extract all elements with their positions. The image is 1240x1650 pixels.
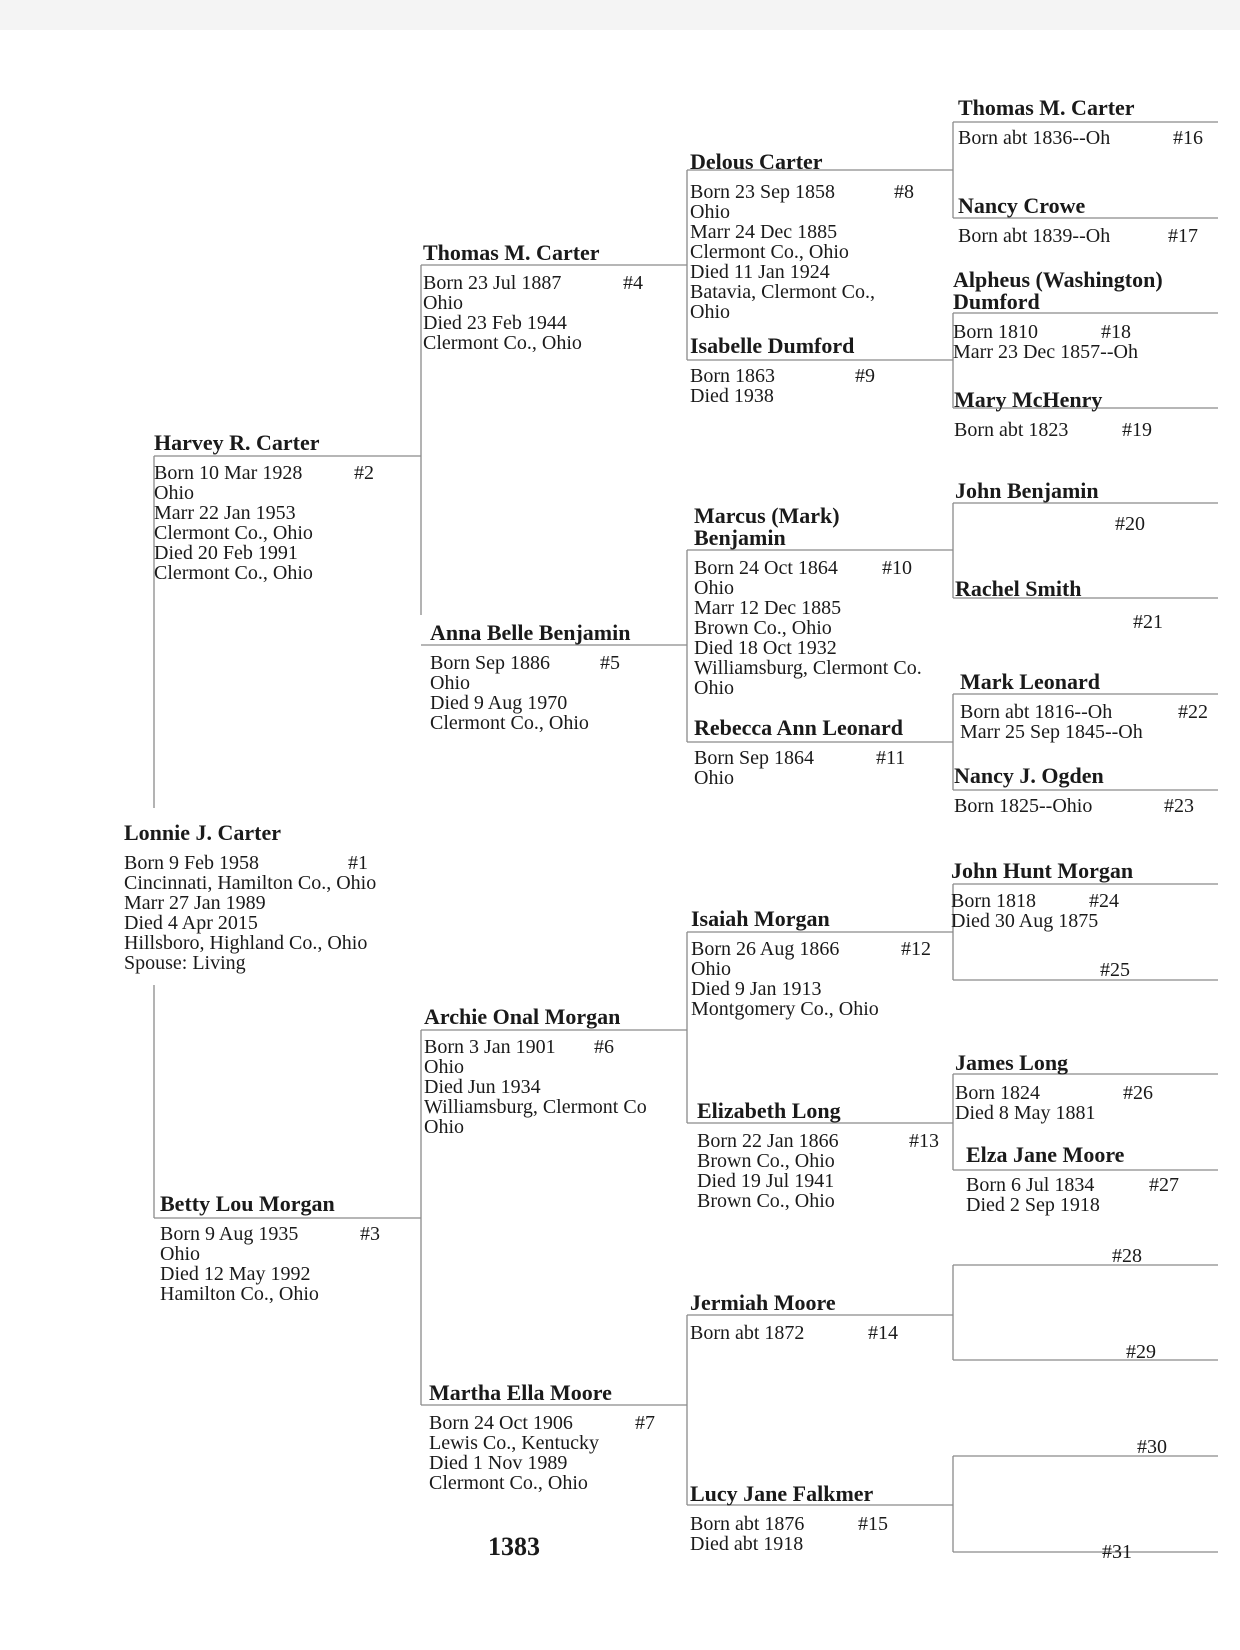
detail-line: Ohio: [160, 1243, 200, 1265]
ahnentafel-number: #25: [1100, 959, 1130, 981]
person-name: Nancy Crowe: [958, 193, 1086, 218]
detail-line: Died 8 May 1881: [955, 1102, 1096, 1124]
detail-line: Died 1 Nov 1989: [429, 1452, 568, 1474]
person-name: Mary McHenry: [954, 387, 1103, 412]
ahnentafel-number: #1: [348, 852, 368, 874]
detail-line: Died 2 Sep 1918: [966, 1194, 1100, 1216]
detail-line: Died 18 Oct 1932: [694, 637, 837, 659]
detail-line: Died 4 Apr 2015: [124, 912, 258, 934]
ahnentafel-number: #28: [1112, 1245, 1142, 1267]
detail-line: Williamsburg, Clermont Co.: [694, 657, 922, 679]
ahnentafel-number: #26: [1123, 1082, 1153, 1104]
person-22: [960, 669, 1208, 743]
detail-line: Clermont Co., Ohio: [690, 241, 849, 263]
person-details: [694, 747, 906, 789]
detail-line: Ohio: [430, 672, 470, 694]
detail-line: Born 9 Aug 1935: [160, 1223, 299, 1245]
person-details: [690, 1513, 888, 1555]
person-details: [691, 938, 931, 1020]
ahnentafel-number: #16: [1173, 127, 1203, 149]
person-name: Isaiah Morgan: [691, 906, 830, 931]
ahnentafel-number: #29: [1126, 1341, 1156, 1363]
ahnentafel-number: #22: [1178, 701, 1208, 723]
detail-line: Died 9 Aug 1970: [430, 692, 568, 714]
ahnentafel-number: #17: [1168, 225, 1198, 247]
detail-line: Born 26 Aug 1866: [691, 938, 840, 960]
detail-line: Died 23 Feb 1944: [423, 312, 567, 334]
person-8: [690, 149, 914, 323]
person-26: [955, 1050, 1153, 1124]
detail-line: Marr 22 Jan 1953: [154, 502, 296, 524]
detail-line: Lewis Co., Kentucky: [429, 1432, 599, 1454]
person-27: [966, 1142, 1179, 1216]
person-name: Elza Jane Moore: [966, 1142, 1125, 1167]
ahnentafel-number: #4: [623, 272, 643, 294]
ahnentafel-number: #18: [1101, 321, 1131, 343]
person-16: [958, 95, 1203, 149]
ahnentafel-number: #10: [882, 557, 912, 579]
ahnentafel-number: #8: [894, 181, 914, 203]
person-details: [430, 653, 630, 733]
person-details: [955, 1082, 1153, 1124]
detail-line: Cincinnati, Hamilton Co., Ohio: [124, 872, 377, 894]
person-name: Lucy Jane Falkmer: [690, 1481, 874, 1506]
detail-line: Died Jun 1934: [424, 1076, 541, 1098]
detail-line: Died 12 May 1992: [160, 1263, 311, 1285]
person-name: James Long: [955, 1050, 1069, 1075]
person-3: [160, 1191, 380, 1305]
ahnentafel-number: #24: [1089, 890, 1119, 912]
ahnentafel-number: #5: [600, 652, 620, 674]
detail-line: Born 1863: [690, 365, 775, 387]
person-name: Martha Ella Moore: [429, 1380, 612, 1405]
person-2: [154, 430, 374, 584]
detail-line: Brown Co., Ohio: [694, 617, 832, 639]
detail-line: Born abt 1823: [954, 419, 1069, 441]
detail-line: Born abt 1816--Oh: [960, 701, 1113, 723]
detail-line: Marr 24 Dec 1885: [690, 221, 838, 243]
ahnentafel-number: #2: [354, 462, 374, 484]
person-name: Harvey R. Carter: [154, 430, 320, 455]
person-13: [697, 1098, 939, 1212]
person-name: Jermiah Moore: [690, 1290, 836, 1315]
detail-line: Born 24 Oct 1906: [429, 1412, 573, 1434]
person-9: [690, 333, 875, 407]
detail-line: Ohio: [424, 1116, 464, 1138]
person-name: Anna Belle Benjamin: [430, 620, 631, 645]
detail-line: Marr 23 Dec 1857--Oh: [953, 341, 1138, 363]
detail-line: Batavia, Clermont Co.,: [690, 281, 875, 303]
person-7: [429, 1380, 655, 1494]
ahnentafel-number: #15: [858, 1513, 888, 1535]
person-details: [424, 1037, 647, 1137]
person-details: [960, 701, 1208, 743]
detail-line: Marr 12 Dec 1885: [694, 597, 842, 619]
person-details: [423, 272, 643, 354]
detail-line: Ohio: [154, 482, 194, 504]
detail-line: Marr 25 Sep 1845--Oh: [960, 721, 1143, 743]
person-details: [966, 1174, 1179, 1216]
detail-line: Born Sep 1886: [430, 652, 550, 674]
ahnentafel-number: #20: [1115, 513, 1145, 535]
detail-line: Clermont Co., Ohio: [430, 712, 589, 734]
detail-line: Born 1825--Ohio: [954, 795, 1093, 817]
person-name: Delous Carter: [690, 149, 823, 174]
detail-line: Hillsboro, Highland Co., Ohio: [124, 932, 368, 954]
ahnentafel-number: #6: [594, 1036, 614, 1058]
detail-line: Spouse: Living: [124, 952, 246, 974]
detail-line: Born Sep 1864: [694, 747, 814, 769]
person-name: Archie Onal Morgan: [424, 1004, 621, 1029]
person-details: [954, 419, 1152, 441]
person-details: [690, 1322, 898, 1344]
person-12: [691, 906, 931, 1020]
person-name: Elizabeth Long: [697, 1098, 841, 1123]
detail-line: Ohio: [694, 677, 734, 699]
detail-line: Ohio: [424, 1056, 464, 1078]
person-details: [958, 225, 1198, 247]
detail-line: Born abt 1836--Oh: [958, 127, 1111, 149]
person-24: [951, 860, 1133, 931]
person-name: Nancy J. Ogden: [954, 763, 1104, 788]
person-name: Marcus (Mark) Benjamin: [694, 503, 840, 550]
person-4: [423, 240, 643, 354]
person-6: [424, 1006, 647, 1137]
detail-line: Born abt 1876: [690, 1513, 805, 1535]
detail-line: Born 1824: [955, 1082, 1040, 1104]
detail-line: Clermont Co., Ohio: [154, 562, 313, 584]
person-details: [951, 891, 1133, 931]
person-23: [954, 763, 1194, 817]
ahnentafel-number: #27: [1149, 1174, 1179, 1196]
detail-line: Clermont Co., Ohio: [429, 1472, 588, 1494]
detail-line: Died 20 Feb 1991: [154, 542, 298, 564]
detail-line: Born 3 Jan 1901: [424, 1036, 556, 1058]
ahnentafel-number: #13: [909, 1130, 939, 1152]
detail-line: Died abt 1918: [690, 1533, 804, 1555]
person-details: [429, 1412, 655, 1494]
person-14: [690, 1290, 898, 1344]
person-11: [694, 715, 906, 789]
detail-line: Clermont Co., Ohio: [154, 522, 313, 544]
detail-line: Died 19 Jul 1941: [697, 1170, 835, 1192]
person-1: [124, 822, 376, 973]
person-details: [953, 322, 1163, 362]
ahnentafel-number: #11: [876, 747, 906, 769]
person-19: [954, 387, 1152, 441]
person-name: Rachel Smith: [955, 576, 1082, 601]
person-name: Isabelle Dumford: [690, 333, 855, 358]
person-name: Thomas M. Carter: [958, 95, 1135, 120]
person-name: Thomas M. Carter: [423, 240, 600, 265]
ahnentafel-number: #21: [1133, 611, 1163, 633]
person-21: [955, 576, 1163, 633]
person-details: [697, 1130, 939, 1212]
person-name: Rebecca Ann Leonard: [694, 715, 903, 740]
detail-line: Williamsburg, Clermont Co: [424, 1096, 647, 1118]
detail-line: Ohio: [691, 958, 731, 980]
detail-line: Born 1810: [953, 321, 1038, 343]
person-details: [690, 181, 914, 323]
detail-line: Born 6 Jul 1834: [966, 1174, 1095, 1196]
detail-line: Died 9 Jan 1913: [691, 978, 822, 1000]
person-15: [690, 1481, 888, 1555]
ahnentafel-number: #7: [635, 1412, 655, 1434]
person-details: [694, 558, 922, 698]
detail-line: Ohio: [690, 201, 730, 223]
person-name: John Hunt Morgan: [951, 858, 1134, 883]
ahnentafel-number: #31: [1102, 1541, 1132, 1563]
detail-line: Born 24 Oct 1864: [694, 557, 838, 579]
detail-line: Montgomery Co., Ohio: [691, 998, 879, 1020]
person-details: [955, 513, 1145, 535]
person-details: [154, 462, 374, 584]
detail-line: Born 1818: [951, 890, 1036, 912]
person-18: [953, 269, 1163, 362]
detail-line: Died 1938: [690, 385, 774, 407]
ahnentafel-number: #30: [1137, 1436, 1167, 1458]
ahnentafel-number: #9: [855, 365, 875, 387]
detail-line: Ohio: [694, 767, 734, 789]
person-name: Betty Lou Morgan: [160, 1191, 335, 1216]
ahnentafel-number: #3: [360, 1223, 380, 1245]
person-details: [958, 127, 1203, 149]
ahnentafel-number: #23: [1164, 795, 1194, 817]
person-5: [430, 622, 630, 733]
detail-line: Born 10 Mar 1928: [154, 462, 303, 484]
detail-line: Born 22 Jan 1866: [697, 1130, 839, 1152]
detail-line: Died 30 Aug 1875: [951, 910, 1099, 932]
person-details: [160, 1223, 380, 1305]
ahnentafel-number: #14: [868, 1322, 898, 1344]
person-name: John Benjamin: [955, 478, 1099, 503]
detail-line: Born 9 Feb 1958: [124, 852, 259, 874]
page-number: 1383: [488, 1532, 540, 1561]
person-name: Lonnie J. Carter: [124, 820, 282, 845]
detail-line: Clermont Co., Ohio: [423, 332, 582, 354]
detail-line: Ohio: [694, 577, 734, 599]
person-10: [694, 505, 922, 698]
detail-line: Died 11 Jan 1924: [690, 261, 830, 283]
detail-line: Hamilton Co., Ohio: [160, 1283, 319, 1305]
person-20: [955, 478, 1145, 535]
detail-line: Born 23 Sep 1858: [690, 181, 835, 203]
person-name: Mark Leonard: [960, 669, 1100, 694]
person-details: [954, 795, 1194, 817]
detail-line: Brown Co., Ohio: [697, 1190, 835, 1212]
person-details: [124, 853, 376, 973]
person-details: [690, 365, 875, 407]
person-name: Alpheus (Washington) Dumford: [953, 267, 1163, 314]
person-details: [955, 611, 1163, 633]
detail-line: Born abt 1839--Oh: [958, 225, 1111, 247]
detail-line: Ohio: [423, 292, 463, 314]
detail-line: Marr 27 Jan 1989: [124, 892, 266, 914]
person-17: [958, 193, 1198, 247]
detail-line: Born abt 1872: [690, 1322, 805, 1344]
detail-line: Ohio: [690, 301, 730, 323]
detail-line: Brown Co., Ohio: [697, 1150, 835, 1172]
detail-line: Born 23 Jul 1887: [423, 272, 562, 294]
ahnentafel-number: #19: [1122, 419, 1152, 441]
ahnentafel-number: #12: [901, 938, 931, 960]
